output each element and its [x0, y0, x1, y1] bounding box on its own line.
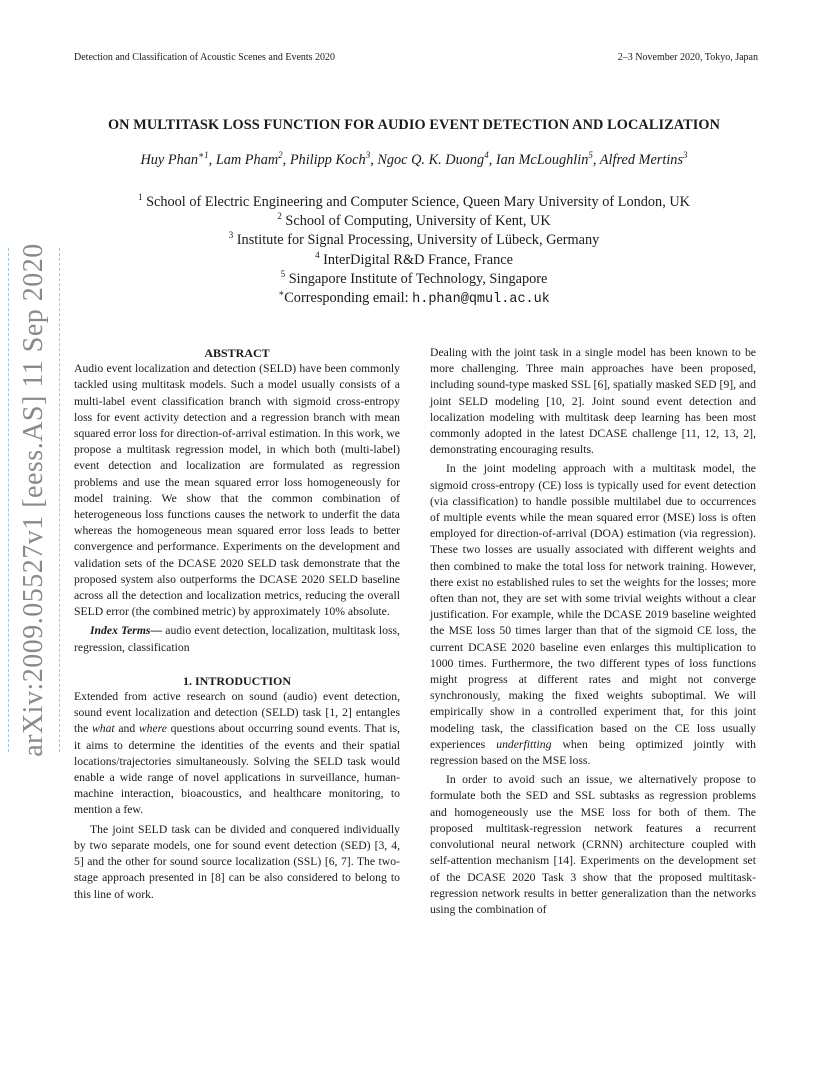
abstract-heading: ABSTRACT [204, 346, 270, 360]
intro-p4-emph: underfitting [496, 737, 552, 751]
intro-paragraph-2: The joint SELD task can be divided and conquered individually by two separate models, one for sound event detection (SED) [3, 4, 5] and the other for sound source localization (SSL) [6, 7]. The two-stage approach presented in [8] can be also considered to belong to this line of work. [74, 822, 400, 901]
intro-p1-part: Extended from active research on sound (audio) event detection, sound event localization and detection (SELD) task [1, 2] entangles the [74, 690, 400, 736]
intro-p1-part: questions about occurring sound events. That is, it aims to determine the identities of the events and their spatial locations/trajectories simultaneously. Solving the SELD task would enable a wide range of novel applications in surveillance, human-machine interaction, bioacoustics, and healthcare monitoring, to mention a few. [74, 722, 401, 817]
affiliation [0, 193, 828, 212]
index-terms-text: audio event detection, localization, multitask loss, regression, classification [74, 624, 400, 654]
index-terms-label: Index Terms— [90, 624, 163, 638]
intro-paragraph-5: In order to avoid such an issue, we alternatively propose to formulate both the SED and SSL subtasks as regression problems and homogeneously use the MSE loss for both of them. The proposed multitask-regression network features a recurrent convolutional neural network (CRNN) architecture coupled with self-attention mechanism [14]. Experiments on the development set of the DCASE 2020 Task 3 show that the proposed multitask-regression network results in better generalization than the networks using the combination of [430, 773, 756, 916]
author-sup: 4 [484, 150, 489, 161]
running-header-left: Detection and Classification of Acoustic Scenes and Events 2020 [74, 52, 336, 63]
author-sup: 3 [683, 150, 688, 161]
intro-p1-emph-what: what [91, 722, 115, 736]
affiliation-text: Singapore Institute of Technology, Singapore [288, 270, 548, 287]
author-sup: 3 [365, 150, 371, 161]
affiliation-text: Institute for Signal Processing, University of Lübeck, Germany [236, 232, 600, 249]
author-sup: ∗1 [198, 150, 209, 161]
right-column [430, 345, 756, 918]
introduction-heading: 1. INTRODUCTION [182, 673, 291, 688]
intro-p1-part: and [114, 722, 139, 736]
corresponding-sup: ∗ [278, 288, 285, 299]
arxiv-stamp [8, 243, 60, 757]
affiliation [0, 231, 828, 250]
author: Ngoc Q. K. Duong [377, 152, 485, 168]
corresponding-email[interactable]: h.phan@qmul.ac.uk [412, 292, 550, 308]
intro-p4-part: In the joint modeling approach with a multitask model, the sigmoid cross-entropy (CE) loss is typically used for event detection (via classification) to handle possible multilabel due to occurrences of multiple events while the mean squared error (MSE) loss is often employed for direction-of-arrival (DOA) estimation (via regression). These two losses are usually associated with different weights and then combined to make the total loss for network training. However, there exist no established rules to set the weights for the losses; more often than not, they are set with some trivial weights without a clear justification. For example, while the DCASE 2019 baseline weighted the MSE loss 50 times larger than that of the sigmoid CE loss, the current DCASE 2020 baseline even enlarges this multiplication to 1000 times. Furthermore, the two different types of loss functions might progress at different rates and might not converge synchronously, making the fixed weights suboptimal. We will empirically show in a controlled experiment that, for this joint modeling task, the classification based on the CE loss usually experiences [430, 462, 756, 751]
affiliation-sup: 2 [277, 211, 282, 222]
author: Lam Pham [215, 152, 279, 168]
affiliation-sup: 4 [315, 249, 320, 260]
affiliation [0, 251, 828, 270]
author: Huy Phan [140, 152, 199, 168]
author: Ian McLoughlin [495, 152, 589, 168]
intro-p1-emph-where: where [138, 722, 167, 736]
author-sup: 2 [278, 150, 283, 161]
author-sup: 5 [588, 150, 593, 161]
corresponding-label: Corresponding email: [284, 290, 413, 307]
author: Philipp Koch [289, 152, 366, 168]
index-terms [74, 623, 400, 655]
affiliation-text: InterDigital R&D France, France [323, 251, 513, 268]
affiliation-text: School of Electric Engineering and Computer Science, Queen Mary University of London, UK [146, 194, 690, 210]
author: Alfred Mertins [599, 152, 684, 168]
affiliation-sup: 1 [137, 192, 143, 203]
affiliation-text: School of Computing, University of Kent, UK [285, 213, 551, 230]
intro-p4-part: when being optimized jointly with regression based on the MSE loss. [430, 737, 757, 768]
intro-paragraph-3: Dealing with the joint task in a single model has been known to be more challenging. Three main approaches have been proposed, including sound-type masked SSL [6], spatially masked SED [9], and joint SELD modeling [10, 2]. Joint sound event detection and localization modeling with multitask deep learning has been most commonly adopted in the latest DCASE challenge [11, 12, 13, 2], demonstrating encouraging results. [430, 346, 756, 457]
affiliation-sup: 5 [280, 269, 286, 280]
intro-paragraph-4 [430, 461, 756, 769]
abstract-text: Audio event localization and detection (SELD) have been commonly tackled using multitask models. Such a model usually consists of a multi-label event classification branch with sigmoid cross-entropy loss for event activity detection and a regression branch with mean squared error loss for direction-of-arrival estimation. In this work, we propose a multitask regression model, in which both (multi-label) event detection and localization are formulated as regression problems and use the mean squared error loss homogeneously for model training. We show that the common combination of heterogeneous loss functions causes the network to underfit the data whereas the homogeneous mean squared error loss leads to better convergence and performance. Experiments on the development and validation sets of the DCASE 2020 SELD task demonstrate that the proposed system also outperforms the DCASE 2020 SELD baseline across all the detection and localization metrics, reducing the overall SELD error (the combined metric) by approximately 10% absolute. [74, 362, 400, 619]
affiliations [0, 193, 828, 309]
author-list: Huy Phan$^{∗1}$, Lam Pham$^2$, Philipp Koch$^3$, Ngoc Q. K. Duong$^4$, Ian McLoughlin$^5$, Alfred Mertins$^3$ [140, 150, 688, 168]
paper-title: ON MULTITASK LOSS FUNCTION FOR AUDIO EVENT DETECTION AND LOCALIZATION [107, 117, 721, 133]
running-header-right: 2–3 November 2020, Tokyo, Japan [617, 52, 758, 63]
affiliation-sup: 3 [228, 230, 234, 241]
corresponding-email-line [0, 289, 828, 309]
arxiv-stamp-text: arXiv:2009.05527v1 [eess.AS] 11 Sep 2020 [18, 243, 49, 757]
left-column [74, 345, 400, 903]
intro-paragraph-1 [74, 689, 400, 819]
affiliation [0, 270, 828, 289]
affiliation [0, 212, 828, 231]
